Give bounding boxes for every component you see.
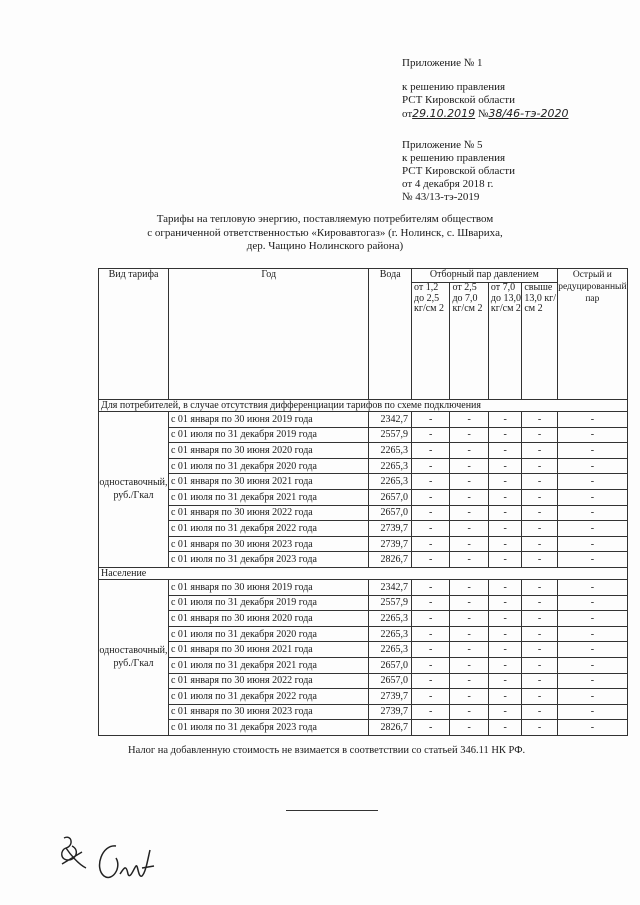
appendix5-line1: к решению правления [402, 152, 506, 164]
empty-tariff-cell: - [522, 536, 557, 552]
empty-tariff-cell: - [450, 536, 488, 552]
appendix1-line2: РСТ Кировской области [402, 94, 515, 106]
table-row [99, 427, 628, 443]
title-line-2: с ограниченной ответственностью «Кировавтогаз» (г. Нолинск, с. Шварихa, [147, 226, 503, 239]
water-tariff-cell: 2557,9 [369, 427, 412, 443]
empty-tariff-cell: - [411, 704, 449, 720]
empty-tariff-cell: - [557, 673, 627, 689]
empty-tariff-cell: - [450, 689, 488, 705]
empty-tariff-cell: - [557, 626, 627, 642]
empty-tariff-cell: - [411, 642, 449, 658]
empty-tariff-cell: - [522, 626, 557, 642]
table-row [99, 521, 628, 537]
empty-tariff-cell: - [488, 489, 521, 505]
empty-tariff-cell: - [522, 657, 557, 673]
water-tariff-cell: 2739,7 [369, 536, 412, 552]
empty-tariff-cell: - [450, 489, 488, 505]
empty-tariff-cell: - [411, 689, 449, 705]
empty-tariff-cell: - [557, 443, 627, 459]
table-row [99, 505, 628, 521]
empty-tariff-cell: - [488, 505, 521, 521]
water-tariff-cell: 2265,3 [369, 626, 412, 642]
empty-tariff-cell: - [450, 673, 488, 689]
water-tariff-cell: 2657,0 [369, 505, 412, 521]
appendix5-line4: № 43/13-тэ-2019 [402, 191, 480, 203]
title-line-1: Тарифы на тепловую энергию, поставляемую потребителям обществом [156, 213, 494, 225]
period-cell: с 01 июля по 31 декабря 2021 года [168, 489, 368, 505]
empty-tariff-cell: - [450, 595, 488, 611]
empty-tariff-cell: - [411, 595, 449, 611]
empty-tariff-cell: - [522, 521, 557, 537]
table-row [99, 474, 628, 490]
period-cell: с 01 июля по 31 декабря 2021 года [168, 657, 368, 673]
empty-tariff-cell: - [522, 552, 557, 568]
empty-tariff-cell: - [557, 521, 627, 537]
empty-tariff-cell: - [450, 657, 488, 673]
header-pressure-4: свыше 13,0 кг/см 2 [522, 283, 557, 400]
period-cell: с 01 января по 30 июня 2019 года [168, 579, 368, 595]
empty-tariff-cell: - [450, 505, 488, 521]
empty-tariff-cell: - [522, 427, 557, 443]
table-row [99, 689, 628, 705]
period-cell: с 01 июля по 31 декабря 2020 года [168, 458, 368, 474]
empty-tariff-cell: - [488, 642, 521, 658]
table-row [99, 720, 628, 736]
water-tariff-cell: 2265,3 [369, 458, 412, 474]
empty-tariff-cell: - [557, 505, 627, 521]
appendix1-block [402, 57, 568, 121]
empty-tariff-cell: - [411, 427, 449, 443]
empty-tariff-cell: - [450, 720, 488, 736]
empty-tariff-cell: - [411, 611, 449, 627]
signature-line [286, 810, 378, 811]
header-pressure-3: от 7,0 до 13,0 кг/см 2 [488, 283, 521, 400]
empty-tariff-cell: - [557, 412, 627, 428]
empty-tariff-cell: - [488, 611, 521, 627]
header-water: Вода [369, 269, 412, 400]
period-cell: с 01 января по 30 июня 2020 года [168, 443, 368, 459]
empty-tariff-cell: - [488, 443, 521, 459]
empty-tariff-cell: - [522, 595, 557, 611]
empty-tariff-cell: - [450, 579, 488, 595]
empty-tariff-cell: - [488, 595, 521, 611]
table-row [99, 552, 628, 568]
header-year: Год [168, 269, 368, 400]
table-row [99, 673, 628, 689]
empty-tariff-cell: - [411, 657, 449, 673]
period-cell: с 01 января по 30 июня 2021 года [168, 642, 368, 658]
empty-tariff-cell: - [557, 458, 627, 474]
empty-tariff-cell: - [522, 642, 557, 658]
handwritten-number: 38/46-тэ-2020 [488, 107, 569, 120]
empty-tariff-cell: - [488, 579, 521, 595]
empty-tariff-cell: - [450, 427, 488, 443]
empty-tariff-cell: - [411, 536, 449, 552]
empty-tariff-cell: - [488, 552, 521, 568]
empty-tariff-cell: - [522, 474, 557, 490]
empty-tariff-cell: - [450, 552, 488, 568]
empty-tariff-cell: - [450, 521, 488, 537]
table-row [99, 704, 628, 720]
empty-tariff-cell: - [522, 611, 557, 627]
empty-tariff-cell: - [522, 458, 557, 474]
water-tariff-cell: 2265,3 [369, 443, 412, 459]
header-pressure-2: от 2,5 до 7,0 кг/см 2 [450, 283, 488, 400]
empty-tariff-cell: - [557, 704, 627, 720]
section-consumers: Для потребителей, в случае отсутствия дифференциации тарифов по схеме подключения [99, 400, 628, 412]
empty-tariff-cell: - [522, 489, 557, 505]
empty-tariff-cell: - [522, 689, 557, 705]
water-tariff-cell: 2739,7 [369, 689, 412, 705]
period-cell: с 01 января по 30 июня 2019 года [168, 412, 368, 428]
water-tariff-cell: 2657,0 [369, 657, 412, 673]
water-tariff-cell: 2739,7 [369, 704, 412, 720]
empty-tariff-cell: - [488, 521, 521, 537]
empty-tariff-cell: - [488, 427, 521, 443]
empty-tariff-cell: - [488, 412, 521, 428]
table-row [99, 412, 628, 428]
empty-tariff-cell: - [411, 720, 449, 736]
period-cell: с 01 июля по 31 декабря 2022 года [168, 521, 368, 537]
document-title [100, 213, 550, 254]
empty-tariff-cell: - [488, 720, 521, 736]
empty-tariff-cell: - [450, 443, 488, 459]
period-cell: с 01 января по 30 июня 2021 года [168, 474, 368, 490]
empty-tariff-cell: - [557, 427, 627, 443]
empty-tariff-cell: - [450, 412, 488, 428]
number-prefix: № [477, 108, 489, 120]
empty-tariff-cell: - [522, 579, 557, 595]
empty-tariff-cell: - [557, 595, 627, 611]
water-tariff-cell: 2265,3 [369, 642, 412, 658]
header-tariff-type: Вид тарифа [99, 269, 169, 400]
period-cell: с 01 июля по 31 декабря 2023 года [168, 552, 368, 568]
period-cell: с 01 июля по 31 декабря 2020 года [168, 626, 368, 642]
section-population: Население [99, 567, 628, 579]
period-cell: с 01 января по 30 июня 2023 года [168, 536, 368, 552]
empty-tariff-cell: - [557, 489, 627, 505]
water-tariff-cell: 2342,7 [369, 412, 412, 428]
water-tariff-cell: 2826,7 [369, 552, 412, 568]
unit-label-population: одноставочный, руб./Гкал [99, 579, 169, 735]
empty-tariff-cell: - [450, 642, 488, 658]
empty-tariff-cell: - [557, 689, 627, 705]
empty-tariff-cell: - [522, 412, 557, 428]
water-tariff-cell: 2557,9 [369, 595, 412, 611]
empty-tariff-cell: - [557, 579, 627, 595]
empty-tariff-cell: - [411, 521, 449, 537]
period-cell: с 01 января по 30 июня 2023 года [168, 704, 368, 720]
appendix5-title: Приложение № 5 [402, 139, 483, 151]
handwritten-date: 29.10.2019 [412, 107, 476, 120]
empty-tariff-cell: - [411, 673, 449, 689]
empty-tariff-cell: - [411, 579, 449, 595]
period-cell: с 01 июля по 31 декабря 2023 года [168, 720, 368, 736]
period-cell: с 01 января по 30 июня 2022 года [168, 505, 368, 521]
empty-tariff-cell: - [488, 536, 521, 552]
empty-tariff-cell: - [411, 474, 449, 490]
empty-tariff-cell: - [488, 626, 521, 642]
table-row [99, 626, 628, 642]
water-tariff-cell: 2739,7 [369, 521, 412, 537]
empty-tariff-cell: - [557, 720, 627, 736]
header-sharp-steam: Острый и редуцированный пар [557, 269, 627, 400]
header-pressure-1: от 1,2 до 2,5 кг/см 2 [411, 283, 449, 400]
empty-tariff-cell: - [522, 704, 557, 720]
empty-tariff-cell: - [488, 689, 521, 705]
empty-tariff-cell: - [557, 657, 627, 673]
table-row [99, 611, 628, 627]
water-tariff-cell: 2826,7 [369, 720, 412, 736]
period-cell: с 01 июля по 31 декабря 2022 года [168, 689, 368, 705]
empty-tariff-cell: - [557, 552, 627, 568]
empty-tariff-cell: - [450, 611, 488, 627]
empty-tariff-cell: - [488, 657, 521, 673]
empty-tariff-cell: - [522, 720, 557, 736]
period-cell: с 01 июля по 31 декабря 2019 года [168, 427, 368, 443]
empty-tariff-cell: - [522, 673, 557, 689]
unit-label-consumers: одноставочный, руб./Гкал [99, 412, 169, 568]
empty-tariff-cell: - [450, 458, 488, 474]
period-cell: с 01 июля по 31 декабря 2019 года [168, 595, 368, 611]
empty-tariff-cell: - [411, 458, 449, 474]
tariff-table [98, 268, 628, 736]
table-row [99, 642, 628, 658]
table-row [99, 458, 628, 474]
empty-tariff-cell: - [488, 474, 521, 490]
date-prefix: от [402, 108, 413, 120]
handwritten-signature [92, 838, 162, 888]
empty-tariff-cell: - [488, 458, 521, 474]
empty-tariff-cell: - [557, 474, 627, 490]
empty-tariff-cell: - [522, 443, 557, 459]
empty-tariff-cell: - [450, 704, 488, 720]
water-tariff-cell: 2265,3 [369, 611, 412, 627]
appendix5-line3: от 4 декабря 2018 г. [402, 178, 494, 190]
empty-tariff-cell: - [557, 642, 627, 658]
initials-signature [56, 832, 92, 872]
header-steam: Отборный пар давлением [411, 269, 557, 283]
water-tariff-cell: 2342,7 [369, 579, 412, 595]
appendix1-title: Приложение № 1 [402, 57, 483, 69]
water-tariff-cell: 2657,0 [369, 489, 412, 505]
water-tariff-cell: 2265,3 [369, 474, 412, 490]
table-row [99, 489, 628, 505]
appendix1-line1: к решению правления [402, 81, 506, 93]
empty-tariff-cell: - [450, 626, 488, 642]
empty-tariff-cell: - [411, 443, 449, 459]
empty-tariff-cell: - [411, 489, 449, 505]
title-line-3: дер. Чащино Нолинского района) [246, 240, 404, 252]
vat-footnote: Налог на добавленную стоимость не взимается в соответствии со статьей 346.11 НК РФ. [128, 745, 526, 756]
table-row [99, 657, 628, 673]
table-row [99, 595, 628, 611]
empty-tariff-cell: - [557, 611, 627, 627]
water-tariff-cell: 2657,0 [369, 673, 412, 689]
empty-tariff-cell: - [411, 412, 449, 428]
appendix1-date-line [402, 107, 568, 121]
table-row [99, 536, 628, 552]
empty-tariff-cell: - [557, 536, 627, 552]
empty-tariff-cell: - [411, 626, 449, 642]
period-cell: с 01 января по 30 июня 2022 года [168, 673, 368, 689]
empty-tariff-cell: - [522, 505, 557, 521]
period-cell: с 01 января по 30 июня 2020 года [168, 611, 368, 627]
empty-tariff-cell: - [450, 474, 488, 490]
empty-tariff-cell: - [488, 704, 521, 720]
empty-tariff-cell: - [411, 552, 449, 568]
table-row [99, 443, 628, 459]
appendix5-block [402, 139, 515, 204]
empty-tariff-cell: - [411, 505, 449, 521]
table-row [99, 579, 628, 595]
appendix5-line2: РСТ Кировской области [402, 165, 515, 177]
empty-tariff-cell: - [488, 673, 521, 689]
